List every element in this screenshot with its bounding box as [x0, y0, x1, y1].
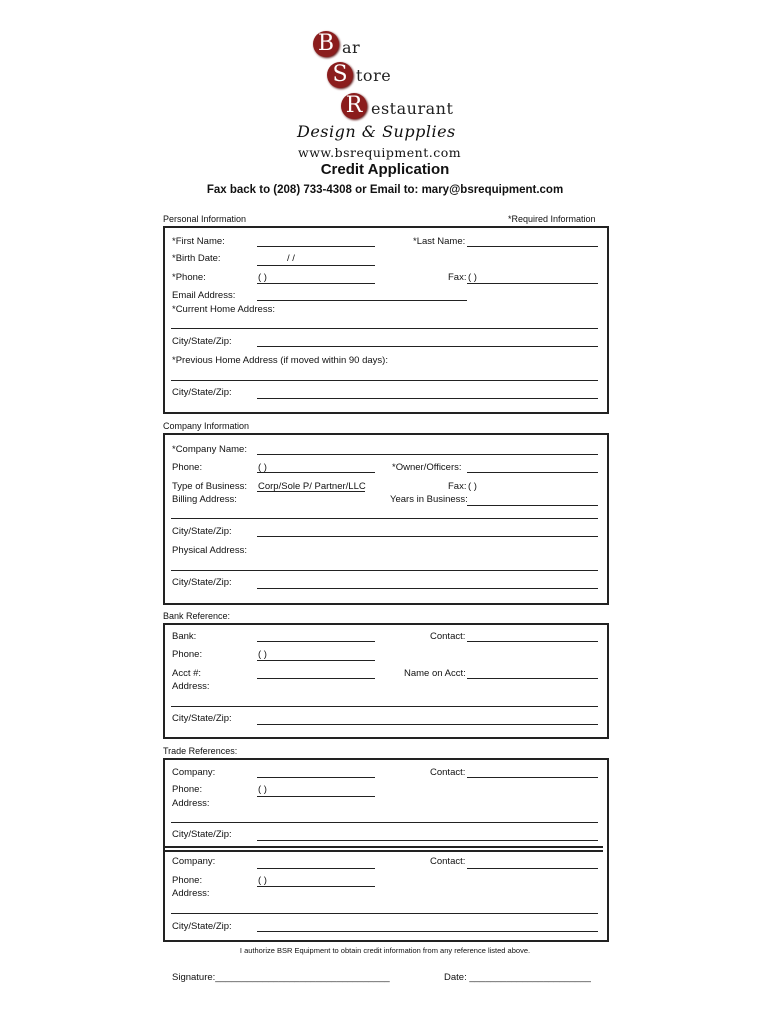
- last-name-field[interactable]: [467, 246, 598, 247]
- bank-phone-field[interactable]: [257, 660, 375, 661]
- bank-contact-label: Contact:: [430, 631, 466, 642]
- trade2-phone-field[interactable]: [257, 886, 375, 887]
- prev-city-state-zip-field[interactable]: [257, 398, 598, 399]
- physical-address-label: Physical Address:: [172, 545, 247, 556]
- trade1-company-label: Company:: [172, 767, 216, 778]
- required-note: *Required Information: [508, 214, 596, 224]
- bank-address-label: Address:: [172, 681, 210, 692]
- trade2-contact-field[interactable]: [467, 868, 598, 869]
- name-on-acct-field[interactable]: [467, 678, 598, 679]
- trade2-city-state-zip-label: City/State/Zip:: [172, 921, 232, 932]
- trade1-address-field[interactable]: [171, 822, 598, 823]
- signature-field[interactable]: Signature:_________________________________: [172, 972, 390, 983]
- company-name-field[interactable]: [257, 454, 598, 455]
- trade1-phone-paren: ( ): [258, 784, 267, 795]
- home-address-label: *Current Home Address:: [172, 304, 275, 315]
- personal-info-box: [163, 226, 609, 414]
- trade2-company-field[interactable]: [257, 868, 375, 869]
- trade2-city-state-zip-field[interactable]: [257, 931, 598, 932]
- birth-date-label: *Birth Date:: [172, 253, 221, 264]
- trade2-address-field[interactable]: [171, 913, 598, 914]
- company-section-header: Company Information: [163, 421, 250, 431]
- physical-city-state-zip-field[interactable]: [257, 588, 598, 589]
- company-phone-label: Phone:: [172, 462, 203, 473]
- personal-section-header: Personal Information: [163, 214, 247, 224]
- logo-letter-r: R: [341, 93, 367, 119]
- authorization-statement: I authorize BSR Equipment to obtain credit information from any reference listed above.: [239, 946, 531, 955]
- trade-divider-top: [165, 846, 603, 848]
- logo-word-bar: ar: [342, 38, 361, 57]
- company-fax-label: Fax:: [448, 481, 467, 492]
- page-title: Credit Application: [320, 161, 450, 178]
- trade1-phone-label: Phone:: [172, 784, 203, 795]
- owners-field[interactable]: [467, 472, 598, 473]
- company-city-state-zip-label: City/State/Zip:: [172, 526, 232, 537]
- fax-field[interactable]: [467, 283, 598, 284]
- bank-label: Bank:: [172, 631, 197, 642]
- billing-address-field[interactable]: [171, 518, 598, 519]
- prev-address-field[interactable]: [171, 380, 598, 381]
- last-name-label: *Last Name:: [413, 236, 466, 247]
- email-field[interactable]: [257, 300, 467, 301]
- acct-field[interactable]: [257, 678, 375, 679]
- billing-address-label: Billing Address:: [172, 494, 237, 505]
- logo-letter-b: B: [313, 31, 339, 57]
- trade1-company-field[interactable]: [257, 777, 375, 778]
- trade1-city-state-zip-field[interactable]: [257, 840, 598, 841]
- bank-phone-label: Phone:: [172, 649, 203, 660]
- company-city-state-zip-field[interactable]: [257, 536, 598, 537]
- physical-address-field[interactable]: [171, 570, 598, 571]
- home-address-field[interactable]: [171, 328, 598, 329]
- email-label: Email Address:: [172, 290, 236, 301]
- bank-phone-paren: ( ): [258, 649, 267, 660]
- business-type-field[interactable]: [257, 491, 365, 492]
- trade2-phone-label: Phone:: [172, 875, 203, 886]
- prev-city-state-zip-label: City/State/Zip:: [172, 387, 232, 398]
- acct-label: Acct #:: [172, 668, 202, 679]
- first-name-field[interactable]: [257, 246, 375, 247]
- city-state-zip-label: City/State/Zip:: [172, 336, 232, 347]
- birth-date-slashes: / /: [287, 253, 295, 264]
- bank-city-state-zip-field[interactable]: [257, 724, 598, 725]
- business-type-options[interactable]: Corp/Sole P/ Partner/LLC: [258, 481, 366, 492]
- prev-address-label: *Previous Home Address (if moved within 90 days):: [172, 355, 388, 366]
- fax-label: Fax:: [448, 272, 467, 283]
- trade2-phone-paren: ( ): [258, 875, 267, 886]
- bank-city-state-zip-label: City/State/Zip:: [172, 713, 232, 724]
- physical-city-state-zip-label: City/State/Zip:: [172, 577, 232, 588]
- bank-address-field[interactable]: [171, 706, 598, 707]
- trade2-contact-label: Contact:: [430, 856, 466, 867]
- trade1-contact-label: Contact:: [430, 767, 466, 778]
- phone-label: *Phone:: [172, 272, 206, 283]
- years-field[interactable]: [467, 505, 598, 506]
- logo-tagline: Design & Supplies: [297, 122, 456, 141]
- name-on-acct-label: Name on Acct:: [404, 668, 466, 679]
- trade-section-header: Trade References:: [163, 746, 238, 756]
- phone-paren: ( ): [258, 272, 267, 283]
- page-subtitle: Fax back to (208) 733-4308 or Email to: mary@bsrequipment.com: [206, 184, 564, 196]
- birth-date-field[interactable]: [257, 265, 375, 266]
- trade2-company-label: Company:: [172, 856, 216, 867]
- bank-field[interactable]: [257, 641, 375, 642]
- trade1-address-label: Address:: [172, 798, 210, 809]
- date-field[interactable]: Date: _______________________: [444, 972, 591, 983]
- company-fax-paren: ( ): [468, 481, 477, 492]
- fax-paren: ( ): [468, 272, 477, 283]
- company-name-label: *Company Name:: [172, 444, 247, 455]
- trade1-phone-field[interactable]: [257, 796, 375, 797]
- trade1-contact-field[interactable]: [467, 777, 598, 778]
- phone-field[interactable]: [257, 283, 375, 284]
- logo-url: www.bsrequipment.com: [298, 145, 462, 160]
- trade1-city-state-zip-label: City/State/Zip:: [172, 829, 232, 840]
- trade2-address-label: Address:: [172, 888, 210, 899]
- trade-divider-bottom: [165, 850, 603, 852]
- company-phone-paren: ( ): [258, 462, 267, 473]
- bank-section-header: Bank Reference:: [163, 611, 231, 621]
- business-type-label: Type of Business:: [172, 481, 247, 492]
- logo-word-store: tore: [356, 66, 392, 85]
- logo-word-restaurant: estaurant: [371, 99, 454, 118]
- bank-contact-field[interactable]: [467, 641, 598, 642]
- company-phone-field[interactable]: [257, 472, 375, 473]
- owners-label: *Owner/Officers:: [392, 462, 462, 473]
- years-label: Years in Business:: [390, 494, 468, 505]
- first-name-label: *First Name:: [172, 236, 225, 247]
- logo-letter-s: S: [327, 62, 353, 88]
- city-state-zip-field[interactable]: [257, 346, 598, 347]
